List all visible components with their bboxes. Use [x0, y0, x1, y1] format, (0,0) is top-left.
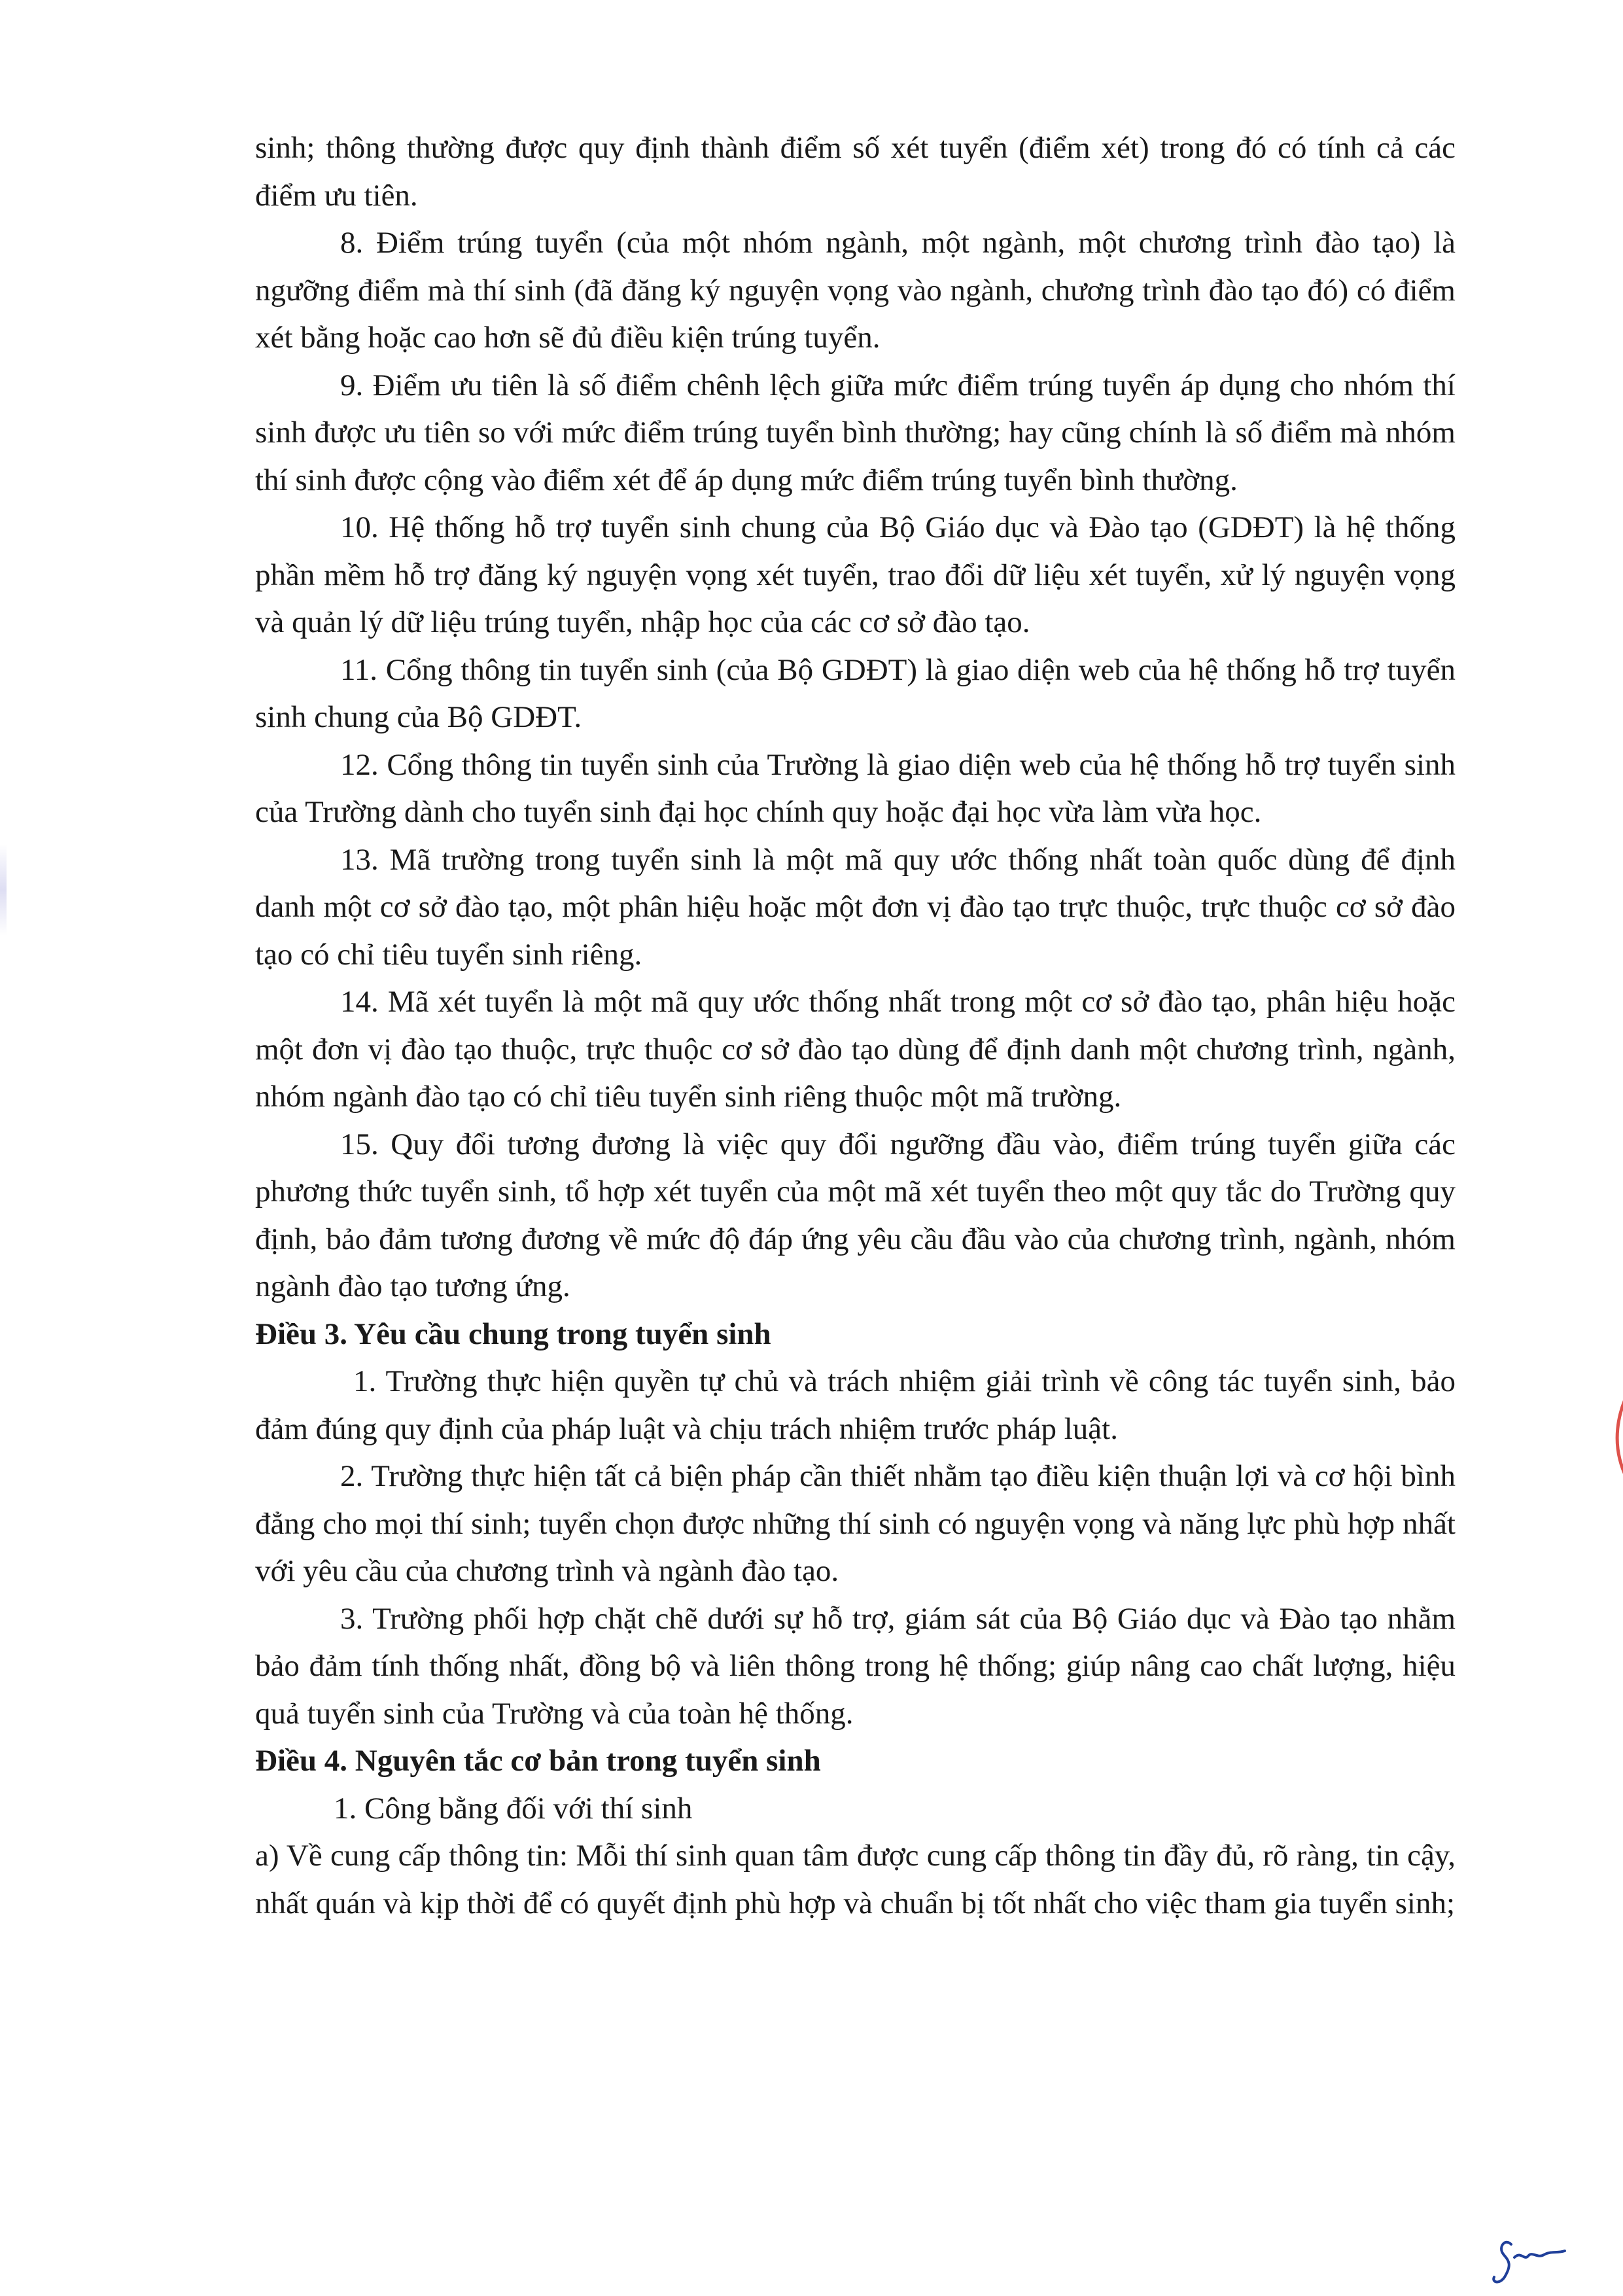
- article-4-item-a: a) Về cung cấp thông tin: Mỗi thí sinh quan tâm được cung cấp thông tin đầy đủ, rõ ràng, tin cậy, nhất quán và kịp thời để có quyết định phù hợp và chuẩn bị tốt nhất cho việc tham gia tuyển sinh;: [255, 1839, 1456, 1920]
- paragraph-10: 10. Hệ thống hỗ trợ tuyển sinh chung của Bộ Giáo dục và Đào tạo (GDĐT) là hệ thống phần mềm hỗ trợ đăng ký nguyện vọng xét tuyển, trao đổi dữ liệu xét tuyển, xử lý nguyện vọng và quản lý dữ liệu trúng tuyển, nhập học của các cơ sở đào tạo.: [255, 510, 1456, 639]
- article-3-item-1: 1. Trường thực hiện quyền tự chủ và trách nhiệm giải trình về công tác tuyển sinh, bảo đảm đúng quy định của pháp luật và chịu trách nhiệm trước pháp luật.: [255, 1364, 1456, 1446]
- article-4-heading: Điều 4. Nguyên tắc cơ bản trong tuyển sinh: [255, 1744, 821, 1778]
- article-4-item-1: 1. Công bằng đối với thí sinh: [334, 1791, 693, 1826]
- article-3-item-3: 3. Trường phối hợp chặt chẽ dưới sự hỗ trợ, giám sát của Bộ Giáo dục và Đào tạo nhằm bảo đảm tính thống nhất, đồng bộ và liên thông trong hệ thống; giúp nâng cao chất lượng, hiệu quả tuyển sinh của Trường và của toàn hệ thống.: [255, 1601, 1456, 1731]
- paragraph-13: 13. Mã trường trong tuyển sinh là một mã quy ước thống nhất toàn quốc dùng để định danh một cơ sở đào tạo, một phân hiệu hoặc một đơn vị đào tạo trực thuộc, trực thuộc cơ sở đào tạo có chỉ tiêu tuyển sinh riêng.: [255, 842, 1456, 972]
- paragraph-12: 12. Cổng thông tin tuyển sinh của Trường là giao diện web của hệ thống hỗ trợ tuyển sinh của Trường dành cho tuyển sinh đại học chính quy hoặc đại học vừa làm vừa học.: [255, 747, 1456, 829]
- paragraph-9: 9. Điểm ưu tiên là số điểm chênh lệch giữa mức điểm trúng tuyển áp dụng cho nhóm thí sinh được ưu tiên so với mức điểm trúng tuyển bình thường; hay cũng chính là số điểm mà nhóm thí sinh được cộng vào điểm xét để áp dụng mức điểm trúng tuyển bình thường.: [255, 368, 1456, 497]
- paragraph-intro: sinh; thông thường được quy định thành điểm số xét tuyển (điểm xét) trong đó có tính cả các điểm ưu tiên.: [255, 131, 1456, 213]
- document-page: [255, 124, 1456, 1927]
- handwritten-initials: [1485, 2231, 1570, 2290]
- red-seal-stamp: [1584, 1348, 1623, 1518]
- paragraph-14: 14. Mã xét tuyển là một mã quy ước thống nhất trong một cơ sở đào tạo, phân hiệu hoặc một đơn vị đào tạo thuộc, trực thuộc cơ sở đào tạo dùng để định danh một chương trình, ngành, nhóm ngành đào tạo có chỉ tiêu tuyển sinh riêng thuộc một mã trường.: [255, 985, 1456, 1114]
- scan-artifact: [0, 844, 7, 936]
- article-3-item-2: 2. Trường thực hiện tất cả biện pháp cần thiết nhằm tạo điều kiện thuận lợi và cơ hội bình đẳng cho mọi thí sinh; tuyển chọn được những thí sinh có nguyện vọng và năng lực phù hợp nhất với yêu cầu của chương trình và ngành đào tạo.: [255, 1459, 1456, 1588]
- paragraph-8: 8. Điểm trúng tuyển (của một nhóm ngành, một ngành, một chương trình đào tạo) là ngưỡng điểm mà thí sinh (đã đăng ký nguyện vọng vào ngành, chương trình đào tạo đó) có điểm xét bằng hoặc cao hơn sẽ đủ điều kiện trúng tuyển.: [255, 226, 1456, 355]
- article-3-heading: Điều 3. Yêu cầu chung trong tuyển sinh: [255, 1316, 771, 1351]
- paragraph-11: 11. Cổng thông tin tuyển sinh (của Bộ GDĐT) là giao diện web của hệ thống hỗ trợ tuyển sinh chung của Bộ GDĐT.: [255, 652, 1456, 734]
- paragraph-15: 15. Quy đổi tương đương là việc quy đổi ngưỡng đầu vào, điểm trúng tuyển giữa các phương thức tuyển sinh, tổ hợp xét tuyển của một mã xét tuyển theo một quy tắc do Trường quy định, bảo đảm tương đương về mức độ đáp ứng yêu cầu đầu vào của chương trình, ngành, nhóm ngành đào tạo tương ứng.: [255, 1127, 1456, 1303]
